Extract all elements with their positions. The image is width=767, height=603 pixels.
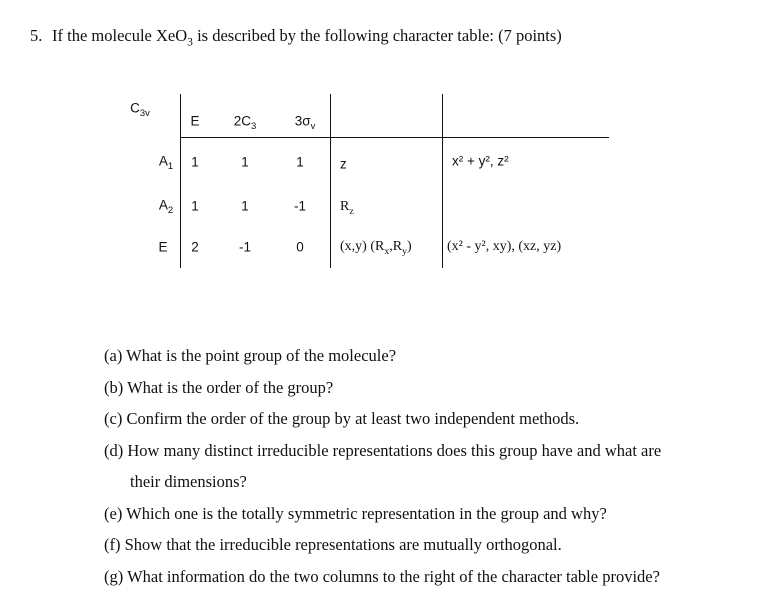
linear-a1: z [340,156,347,172]
question-number: 5. [30,26,43,45]
subquestion-f: (f) Show that the irreducible representations are mutually orthogonal. [104,535,562,554]
header-3sigma-v: $3\sigma_v$ [294,113,316,133]
char-a2-e: 1 [191,198,199,214]
quadratic-a1: x² + y², z² [452,153,509,169]
subquestion-d: (d) How many distinct irreducible representations does this group have and what are [104,441,662,460]
header-2c3: $2C_3$ [233,113,257,133]
table-vline-2 [330,94,331,268]
char-a1-sv: 1 [296,154,304,170]
question-subscript: 3 [187,36,193,49]
linear-e: (x,y) $(R_x,R_y)$ [340,239,412,257]
irrep-e: E [158,239,168,255]
character-table [0,0,767,300]
subquestion-c: (c) Confirm the order of the group by at least two independent methods. [104,409,580,428]
subquestion-b: (b) What is the order of the group? [104,378,334,397]
header-e: E [190,113,200,129]
char-a2-sv: -1 [293,198,307,214]
char-e-c3: -1 [238,239,252,255]
char-a2-c3: 1 [241,198,249,214]
linear-a2: $R_z$ [340,199,354,217]
question-text-after: is described by the following character table: (7 points) [192,26,562,45]
subquestion-e: (e) Which one is the totally symmetric representation in the group and why? [104,504,607,523]
table-vline-3 [442,94,443,268]
subquestion-d-continuation: their dimensions? [130,472,247,491]
subquestion-a: (a) What is the point group of the molecule? [104,346,397,365]
table-hline-header [180,137,609,138]
irrep-a1: $A_1$ [158,153,174,173]
group-symbol: $C_{3v}$ [130,100,150,120]
char-e-e: 2 [191,239,199,255]
char-a1-e: 1 [191,154,199,170]
char-a1-c3: 1 [241,154,249,170]
subquestion-g: (g) What information do the two columns to the right of the character table provide? [104,567,660,586]
char-e-sv: 0 [296,239,304,255]
table-vline-1 [180,94,181,268]
question-text-before: If the molecule XeO [52,26,188,45]
irrep-a2: $A_2$ [158,197,174,217]
quadratic-e: (x² - y², xy), (xz, yz) [447,239,562,254]
